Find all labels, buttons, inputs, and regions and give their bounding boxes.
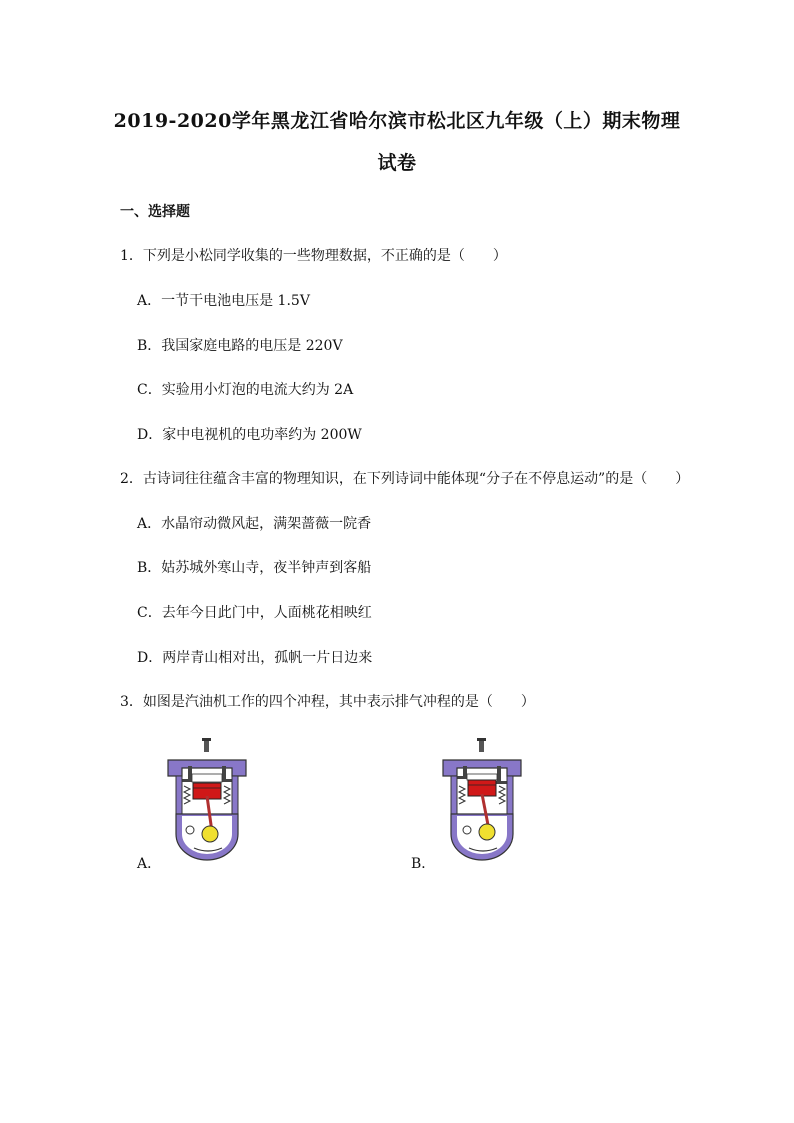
page-title-continued: 试卷	[377, 152, 417, 174]
page-title: 2019-2020学年黑龙江省哈尔滨市松北区九年级（上）期末物理	[113, 110, 681, 132]
question-2-option-a[interactable]: A．水晶帘动微风起，满架蔷薇一院香	[137, 516, 372, 532]
figure-b-label: B．	[411, 856, 436, 872]
question-2-option-d[interactable]: D．两岸青山相对出，孤帆一片日边来	[137, 650, 373, 666]
engine-stroke-figure-a[interactable]	[162, 738, 262, 863]
question-1-option-d[interactable]: D．家中电视机的电功率约为 200W	[137, 427, 362, 443]
section-heading: 一、选择题	[120, 204, 190, 220]
question-1-option-b[interactable]: B．我国家庭电路的电压是 220V	[137, 338, 343, 354]
figure-a-label: A．	[137, 856, 162, 872]
question-1-option-c[interactable]: C．实验用小灯泡的电流大约为 2A	[137, 382, 354, 398]
question-2-option-c[interactable]: C．去年今日此门中，人面桃花相映红	[137, 605, 372, 621]
question-2-stem: 2．古诗词往往蕴含丰富的物理知识，在下列诗词中能体现“分子在不停息运动”的是（ ）	[120, 471, 690, 487]
question-3-stem: 3．如图是汽油机工作的四个冲程，其中表示排气冲程的是（ ）	[120, 694, 535, 710]
question-1-option-a[interactable]: A．一节干电池电压是 1.5V	[137, 293, 310, 309]
engine-stroke-figure-b[interactable]	[437, 738, 537, 863]
question-1-stem: 1．下列是小松同学收集的一些物理数据，不正确的是（ ）	[120, 248, 507, 264]
question-2-option-b[interactable]: B．姑苏城外寒山寺，夜半钟声到客船	[137, 560, 372, 576]
